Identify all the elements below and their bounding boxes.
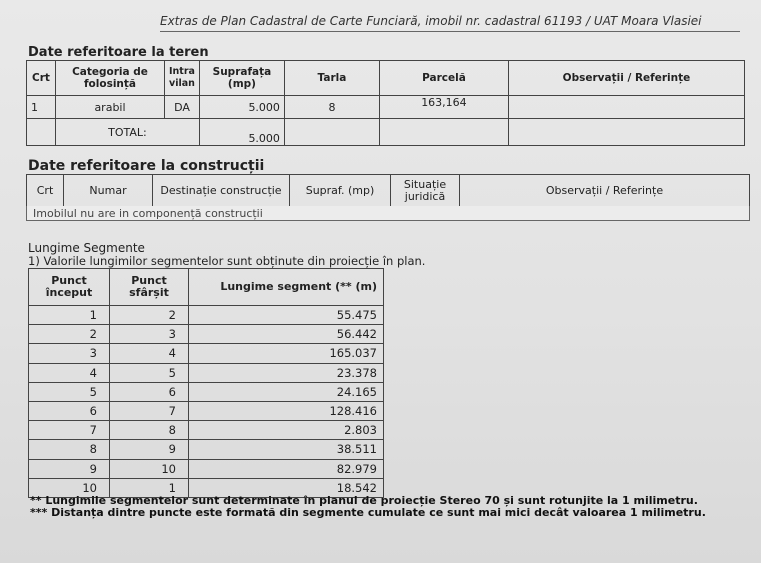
segment-end: 1	[110, 478, 189, 497]
segment-start: 4	[29, 363, 110, 382]
segment-length: 82.979	[189, 459, 384, 478]
segment-start: 6	[29, 401, 110, 420]
segmente-col-end: Punct sfârșit	[110, 269, 189, 306]
footnote-1: ** Lungimile segmentelor sunt determinate în planul de proiecție Stereo 70 și sunt rotunjite la 1 milimetru.	[30, 494, 698, 507]
teren-title: Date referitoare la teren	[28, 45, 209, 60]
segment-end: 6	[110, 382, 189, 401]
teren-col-tarla: Tarla	[284, 61, 379, 96]
segment-start: 9	[29, 459, 110, 478]
segment-length: 24.165	[189, 382, 384, 401]
teren-row	[27, 96, 745, 119]
constructii-col-suprafata: Supraf. (mp)	[290, 175, 391, 208]
segmente-subtitle: 1) Valorile lungimilor segmentelor sunt obținute din proiecție în plan.	[28, 254, 426, 268]
segment-length: 165.037	[189, 344, 384, 363]
teren-col-categorie: Categoria de folosință	[56, 61, 165, 96]
teren-cell-parcela: 163,164	[379, 96, 508, 119]
segment-end: 8	[110, 421, 189, 440]
teren-col-observatii: Observații / Referințe	[508, 61, 744, 96]
teren-cell-crt: 1	[27, 96, 56, 119]
segment-length: 128.416	[189, 401, 384, 420]
segment-start: 10	[29, 478, 110, 497]
segment-end: 2	[110, 306, 189, 325]
segment-end: 5	[110, 363, 189, 382]
segment-row	[29, 421, 384, 440]
segmente-col-length: Lungime segment (** (m)	[189, 269, 384, 306]
teren-col-suprafata: Suprafața (mp)	[199, 61, 284, 96]
segment-length: 38.511	[189, 440, 384, 459]
segment-end: 3	[110, 325, 189, 344]
constructii-col-numar: Numar	[64, 175, 153, 208]
segment-row	[29, 459, 384, 478]
teren-total-observatii	[508, 119, 744, 146]
constructii-col-destinatie: Destinație construcție	[153, 175, 290, 208]
segmente-header-row	[29, 269, 384, 306]
segment-row	[29, 344, 384, 363]
constructii-title: Date referitoare la construcții	[28, 158, 265, 174]
teren-total-label: TOTAL:	[56, 119, 200, 146]
constructii-note: Imobilul nu are in componență construcții	[26, 206, 750, 221]
segment-row	[29, 440, 384, 459]
header-rule	[160, 31, 740, 32]
teren-cell-tarla: 8	[284, 96, 379, 119]
constructii-header-row	[27, 175, 750, 208]
segment-start: 2	[29, 325, 110, 344]
segment-row	[29, 382, 384, 401]
segment-end: 9	[110, 440, 189, 459]
teren-total-row	[27, 119, 745, 146]
segment-length: 55.475	[189, 306, 384, 325]
segmente-body	[29, 306, 384, 498]
teren-cell-intravilan: DA	[165, 96, 200, 119]
teren-col-crt: Crt	[27, 61, 56, 96]
segment-length: 23.378	[189, 363, 384, 382]
teren-total-empty	[27, 119, 56, 146]
teren-cell-suprafata: 5.000	[199, 96, 284, 119]
constructii-col-crt: Crt	[27, 175, 64, 208]
segment-start: 7	[29, 421, 110, 440]
segmente-col-start: Punct început	[29, 269, 110, 306]
teren-header-row	[27, 61, 745, 96]
segment-length: 2.803	[189, 421, 384, 440]
segment-row	[29, 401, 384, 420]
segment-start: 1	[29, 306, 110, 325]
segment-length: 18.542	[189, 478, 384, 497]
teren-cell-observatii	[508, 96, 744, 119]
segment-start: 8	[29, 440, 110, 459]
teren-total-parcela	[379, 119, 508, 146]
segment-row	[29, 325, 384, 344]
teren-total-value: 5.000	[199, 119, 284, 146]
teren-col-intravilan: Intra vilan	[165, 61, 200, 96]
segment-end: 10	[110, 459, 189, 478]
constructii-col-observatii: Observații / Referințe	[460, 175, 750, 208]
teren-col-parcela: Parcelă	[379, 61, 508, 96]
segment-end: 4	[110, 344, 189, 363]
segment-length: 56.442	[189, 325, 384, 344]
segment-start: 5	[29, 382, 110, 401]
teren-total-tarla	[284, 119, 379, 146]
segment-start: 3	[29, 344, 110, 363]
segment-row	[29, 363, 384, 382]
segment-end: 7	[110, 401, 189, 420]
segmente-title: Lungime Segmente	[28, 241, 145, 255]
constructii-col-situatie: Situație juridică	[391, 175, 460, 208]
constructii-table	[26, 174, 750, 208]
footnote-2: *** Distanța dintre puncte este formată din segmente cumulate ce sunt mai mici decât valoarea 1 milimetru.	[30, 506, 706, 519]
teren-table	[26, 60, 745, 146]
teren-cell-categorie: arabil	[56, 96, 165, 119]
segment-row	[29, 306, 384, 325]
document-header: Extras de Plan Cadastral de Carte Funciară, imobil nr. cadastral 61193 / UAT Moara Vlasiei	[160, 14, 702, 28]
segmente-table	[28, 268, 384, 498]
